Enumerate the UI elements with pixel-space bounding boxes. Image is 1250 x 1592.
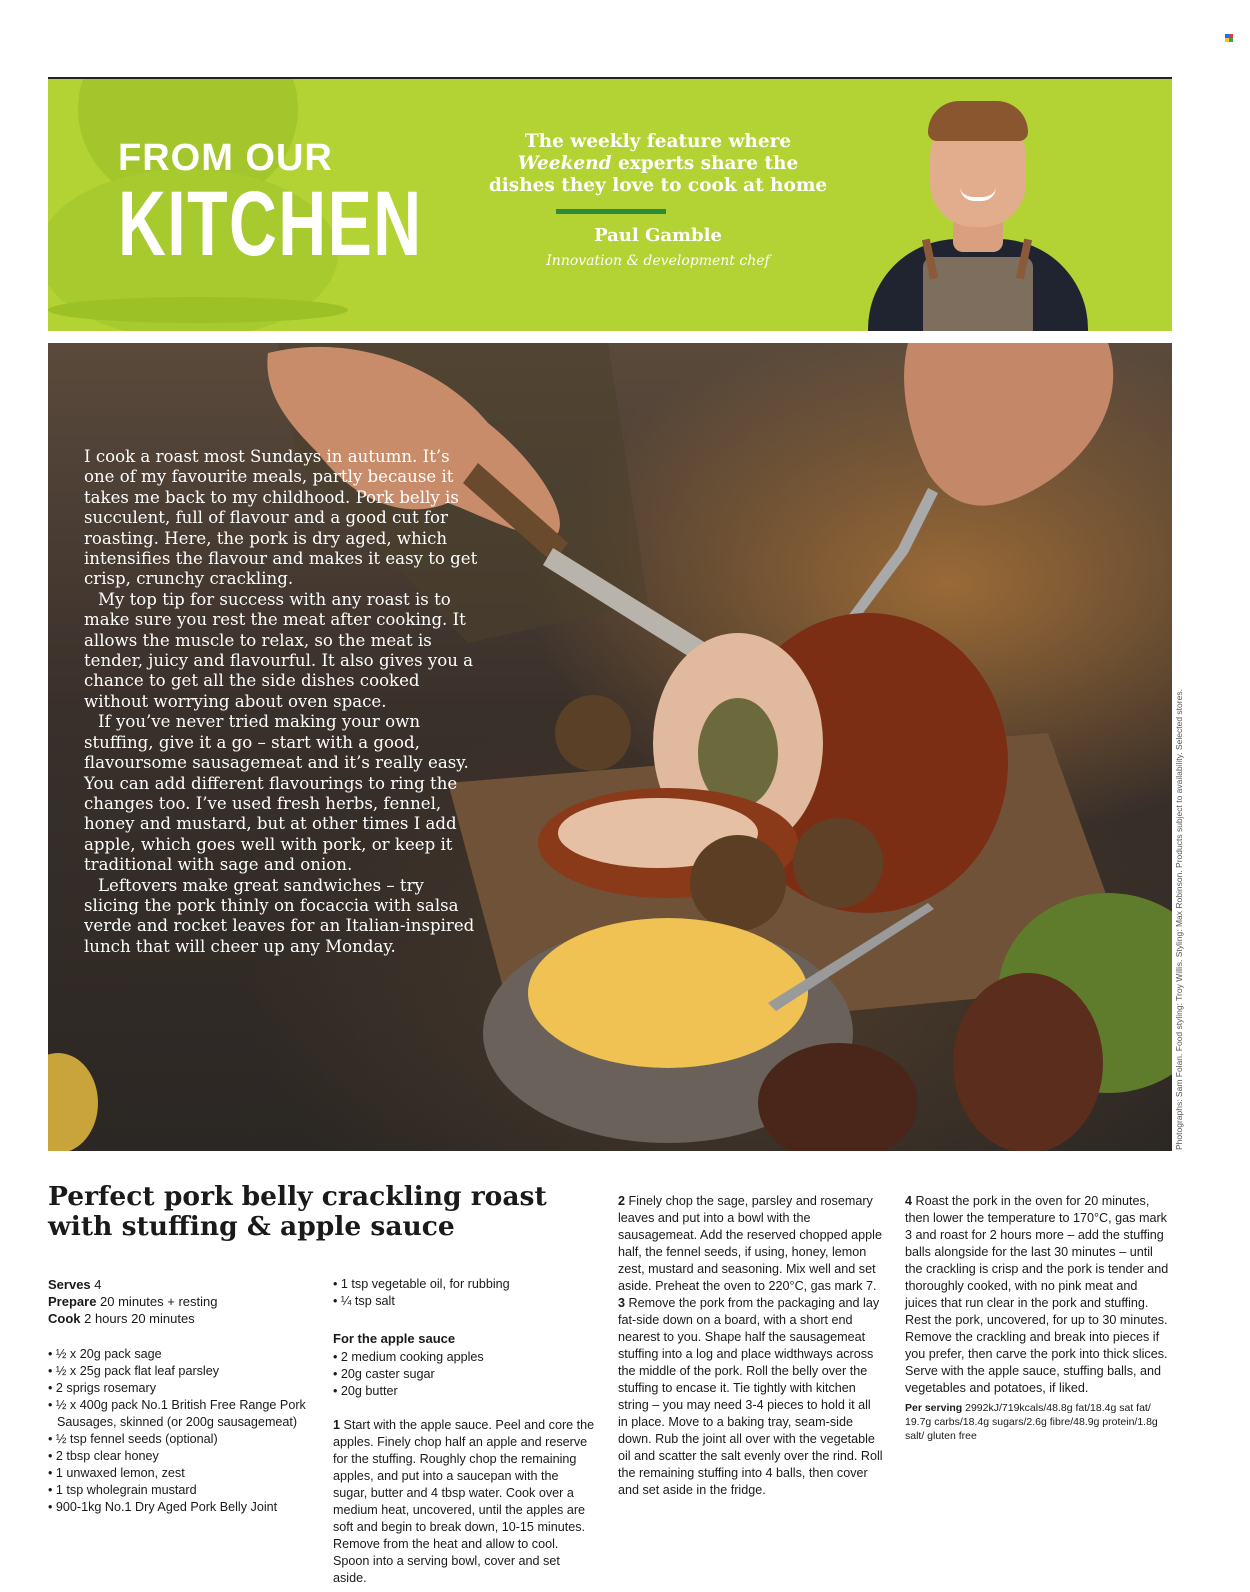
ingredient-item: • 1 tsp vegetable oil, for rubbing [333, 1276, 603, 1293]
intro-paragraph: I cook a roast most Sundays in autumn. It’s one of my favourite meals, partly because it takes me back to my childhood. Pork belly is succulent, full of flavour and a good cut for roasting. Here, the pork is dry aged, which intensifies the flavour and makes it easy to get crisp, crunchy crackling. [84, 447, 478, 589]
method-column-3 [905, 1193, 1173, 1443]
intro-text [84, 447, 484, 957]
prepare-label: Prepare [48, 1294, 97, 1309]
intro-paragraph: If you’ve never tried making your own stuffing, give it a go – start with a good, flavoursome sausagemeat and it’s really easy. You can add different flavourings to ring the changes too. I’ve used fresh herbs, fennel, honey and mustard, but at other times I add apple, which goes well with pork, or keep it traditional with sage and onion. [84, 712, 469, 875]
serves-value: 4 [90, 1277, 102, 1292]
ingredients-list-continued [333, 1276, 603, 1310]
apple-sauce-heading: For the apple sauce [333, 1331, 456, 1346]
nutrition-values: 2992kJ/719kcals/48.8g fat/18.4g sat fat/ 19.7g carbs/18.4g sugars/2.6g fibre/48.9g protein/1.8g salt/ gluten free [905, 1402, 1158, 1442]
method-step-1 [333, 1417, 595, 1587]
brand-from-our: FROM OUR [118, 137, 333, 179]
photo-credit-text: Photographs: Sam Folan. Food styling: Troy Willis. Styling: Max Robinson. Products subject to availability. Selected stores. [1174, 689, 1184, 1150]
tagline-line-2 [438, 153, 878, 175]
tagline-weekend: Weekend [517, 153, 612, 174]
recipe-meta [48, 1276, 318, 1327]
step-number: 4 [905, 1194, 913, 1208]
tagline-line-1: The weekly feature where [524, 131, 792, 152]
step-text: Remove the pork from the packaging and lay fat-side down on a board, with a short end nearest to you. Shape half the sausagemeat stuffing into a log and place widthways across the middle of the pork. Roll the belly over the stuffing to encase it. Tie tightly with kitchen string – you may need 3-4 pieces to hold it all in place. Move to a baking tray, seam-side down. Rub the joint all over with the vegetable oil and scatter the salt evenly over the rind. Roll the remaining stuffing into 4 balls, then cover and set aside in the fridge. [618, 1296, 883, 1497]
cook-value: 2 hours 20 minutes [80, 1311, 195, 1326]
ingredient-item: • 2 tbsp clear honey [48, 1448, 318, 1465]
ingredient-item: • ½ x 400g pack No.1 British Free Range Pork Sausages, skinned (or 200g sausagemeat) [48, 1397, 318, 1431]
recipe-title: Perfect pork belly crackling roast with stuffing & apple sauce [48, 1181, 547, 1242]
method-step-4 [905, 1193, 1173, 1397]
potato [48, 1053, 98, 1151]
ingredient-item: • 2 medium cooking apples [333, 1349, 603, 1366]
prepare-value: 20 minutes + resting [96, 1294, 218, 1309]
method-step-3 [618, 1295, 883, 1499]
intro-paragraph: Leftovers make great sandwiches – try slicing the pork thinly on focaccia with salsa verde and rocket leaves for an Italian-inspired lunch that will cheer up any Monday. [84, 875, 475, 956]
ingredient-item: • 20g butter [333, 1383, 603, 1400]
cook-line [48, 1310, 318, 1327]
nutrition-info [905, 1401, 1173, 1443]
bowl-graphic [48, 297, 348, 323]
chef-name: Paul Gamble [594, 225, 722, 246]
portrait-apron [923, 257, 1033, 331]
ingredient-item: • ¼ tsp salt [333, 1293, 603, 1310]
feature-tagline [438, 131, 878, 197]
ingredient-item: • 1 tsp wholegrain mustard [48, 1482, 318, 1499]
stuffing-ball [690, 835, 786, 931]
step-number: 1 [333, 1418, 341, 1432]
ingredient-item: • ½ x 25g pack flat leaf parsley [48, 1363, 318, 1380]
tagline-line-2-rest: experts share the [611, 153, 799, 174]
chef-portrait [848, 89, 1108, 331]
ingredient-item: • 1 unwaxed lemon, zest [48, 1465, 318, 1482]
prepare-line [48, 1293, 318, 1310]
tagline-line-3: dishes they love to cook at home [488, 175, 828, 196]
serves-label: Serves [48, 1277, 91, 1292]
hero-photo [48, 343, 1172, 1151]
ingredient-item: • ½ x 20g pack sage [48, 1346, 318, 1363]
chef-role: Innovation & development chef [546, 253, 770, 269]
stuffing-ball [793, 818, 883, 908]
step-text: Roast the pork in the oven for 20 minutes, then lower the temperature to 170°C, gas mark 3 and roast for 2 hours more – add the stuffing balls alongside for the last 30 minutes – until the crackling is crisp and the pork is tender and thoroughly cooked, with no pink meat and juices that run clear in the pork and stuffing. Rest the pork, uncovered, for up to 30 minutes. Remove the crackling and break into pieces if you prefer, then carve the pork into thick slices. Serve with the apple sauce, stuffing balls, and vegetables and potatoes, if liked. [905, 1194, 1169, 1395]
cook-label: Cook [48, 1311, 81, 1326]
apple-sauce [528, 918, 808, 1068]
photo-credit [1174, 689, 1190, 1166]
ingredient-item: • ½ tsp fennel seeds (optional) [48, 1431, 318, 1448]
method-column-2 [618, 1193, 883, 1499]
feature-header [48, 79, 1172, 331]
right-hand [904, 343, 1113, 506]
method-step-2 [618, 1193, 883, 1295]
ingredients-list [48, 1346, 318, 1516]
nutrition-label: Per serving [905, 1402, 963, 1414]
fork [840, 488, 938, 633]
step-number: 2 [618, 1194, 626, 1208]
serves-line [48, 1276, 318, 1293]
step-text: Finely chop the sage, parsley and rosemary leaves and put into a bowl with the sausagemeat. Add the reserved chopped apple half, the fennel seeds, if using, honey, lemon zest, mustard and seasoning. Mix well and set aside. Preheat the oven to 220°C, gas mark 7. [618, 1194, 882, 1293]
stuffing-ball [555, 695, 631, 771]
ingredient-item: • 20g caster sugar [333, 1366, 603, 1383]
portrait-hair [928, 101, 1028, 141]
step-text: Start with the apple sauce. Peel and core the apples. Finely chop half an apple and reserve for the stuffing. Roughly chop the remaining apples, and put into a saucepan with the sugar, butter and 4 tbsp water. Cook over a medium heat, uncovered, until the apples are soft and begin to break down, 10-15 minutes. Remove from the heat and allow to cool. Spoon into a serving bowl, cover and set aside. [333, 1418, 595, 1585]
ingredient-item: • 2 sprigs rosemary [48, 1380, 318, 1397]
pepper-mill [953, 973, 1103, 1151]
step-number: 3 [618, 1296, 626, 1310]
apple-sauce-list [333, 1349, 603, 1400]
color-mark-icon [1225, 34, 1233, 42]
brand-kitchen: KITCHEN [118, 173, 423, 275]
tagline-divider [556, 209, 666, 214]
ingredient-item: • 900-1kg No.1 Dry Aged Pork Belly Joint [48, 1499, 318, 1516]
intro-paragraph: My top tip for success with any roast is to make sure you rest the meat after cooking. It allows the muscle to relax, so the meat is tender, juicy and flavourful. It also gives you a chance to get all the side dishes cooked without worrying about oven space. [84, 589, 474, 711]
